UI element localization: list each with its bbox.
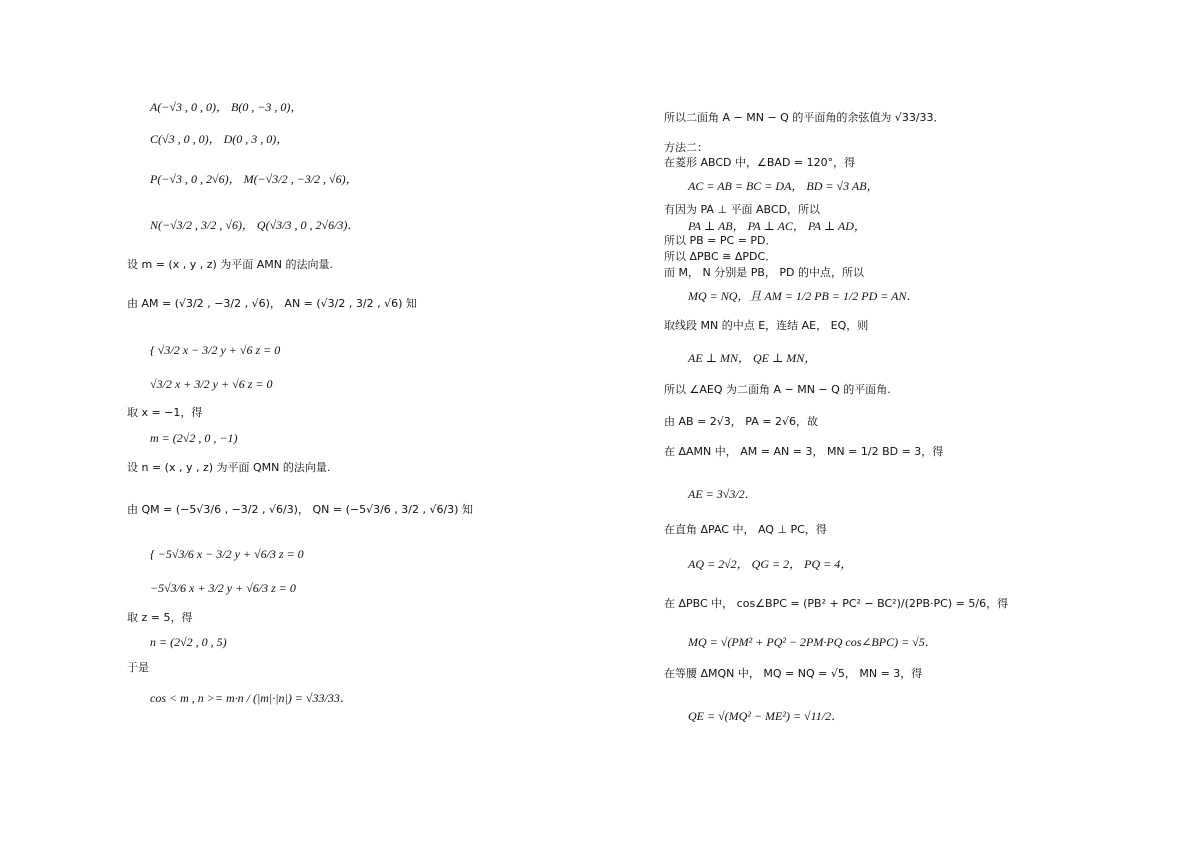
point-coords-nq: N(−√3/2 , 3/2 , √6)， Q(√3/3 , 0 , 2√6/3)． [150,218,360,232]
mq-value-line: MQ = √(PM² + PQ² − 2PM·PQ cos∠BPC) = √5． [688,635,937,649]
ae-qe-perp-line: AE ⊥ MN， QE ⊥ MN， [688,351,817,365]
dihedral-cos-conclusion: 所以二面角 A − MN − Q 的平面角的余弦值为 √33/33． [664,111,945,124]
vector-n-result: n = (2√2 , 0 , 5) [150,635,227,649]
mq-nq-line: MQ = NQ，且 AM = 1/2 PB = 1/2 PD = AN． [688,289,919,303]
vector-m-result: m = (2√2 , 0 , −1) [150,431,238,445]
take-z-line: 取 z = 5，得 [127,611,193,624]
system-qmn-eq2: −5√3/6 x + 3/2 y + √6/3 z = 0 [150,581,296,595]
system-amn-eq2: √3/2 x + 3/2 y + √6 z = 0 [150,377,273,391]
isosceles-mqn-line: 在等腰 ΔMQN 中， MQ = NQ = √5， MN = 3，得 [664,667,923,680]
midpoint-e-line: 取线段 MN 的中点 E，连结 AE， EQ，则 [664,319,869,332]
cos-mn-result: cos < m , n >= m·n / (|m|·|n|) = √33/33． [150,691,352,705]
ae-value-line: AE = 3√3/2． [688,487,757,501]
vectors-qm-qn: 由 QM = (−5√3/6 , −3/2 , √6/3)， QN = (−5√3/6 , 3/2 , √6/3) 知 [127,503,473,516]
equal-sides-line: AC = AB = BC = DA， BD = √3 AB， [688,179,879,193]
pa-perp-lines: PA ⊥ AB， PA ⊥ AC， PA ⊥ AD， [688,219,866,233]
system-qmn-eq1: { −5√3/6 x − 3/2 y + √6/3 z = 0 [150,547,304,561]
congruent-triangles-line: 所以 ΔPBC ≅ ΔPDC． [664,250,777,263]
plane-angle-line: 所以 ∠AEQ 为二面角 A − MN − Q 的平面角. [664,383,891,396]
point-coords-cd: C(√3 , 0 , 0)， D(0 , 3 , 0)， [150,132,289,146]
point-coords-ab: A(−√3 , 0 , 0)， B(0 , −3 , 0)， [150,100,303,114]
normal-vector-m-intro: 设 m = (x , y , z) 为平面 AMN 的法向量. [127,258,334,271]
point-coords-pm: P(−√3 , 0 , 2√6)， M(−√3/2 , −3/2 , √6)， [150,172,358,186]
midpoints-line: 而 M， N 分别是 PB， PD 的中点，所以 [664,266,864,279]
method-two-heading: 方法二： [664,141,708,154]
pb-pc-pd-line: 所以 PB = PC = PD． [664,234,777,247]
therefore-label: 于是 [127,661,149,674]
system-amn-eq1: { √3/2 x − 3/2 y + √6 z = 0 [150,343,281,357]
aq-qg-pq-line: AQ = 2√2， QG = 2， PQ = 4， [688,557,853,571]
normal-vector-n-intro: 设 n = (x , y , z) 为平面 QMN 的法向量. [127,461,331,474]
pa-perp-plane-line: 有因为 PA ⊥ 平面 ABCD，所以 [664,203,821,216]
rhombus-line: 在菱形 ABCD 中，∠BAD = 120°，得 [664,156,856,169]
triangle-amn-line: 在 ΔAMN 中， AM = AN = 3， MN = 1/2 BD = 3，得 [664,445,944,458]
triangle-pbc-cos-line: 在 ΔPBC 中， cos∠BPC = (PB² + PC² − BC²)/(2PB·PC) = 5/6，得 [664,597,1009,610]
take-x-line: 取 x = −1，得 [127,406,203,419]
vectors-am-an: 由 AM = (√3/2 , −3/2 , √6)， AN = (√3/2 , 3/2 , √6) 知 [127,297,417,310]
right-triangle-pac-line: 在直角 ΔPAC 中， AQ ⊥ PC，得 [664,523,827,536]
ab-pa-values-line: 由 AB = 2√3， PA = 2√6，故 [664,415,818,428]
qe-value-line: QE = √(MQ² − ME²) = √11/2． [688,709,844,723]
